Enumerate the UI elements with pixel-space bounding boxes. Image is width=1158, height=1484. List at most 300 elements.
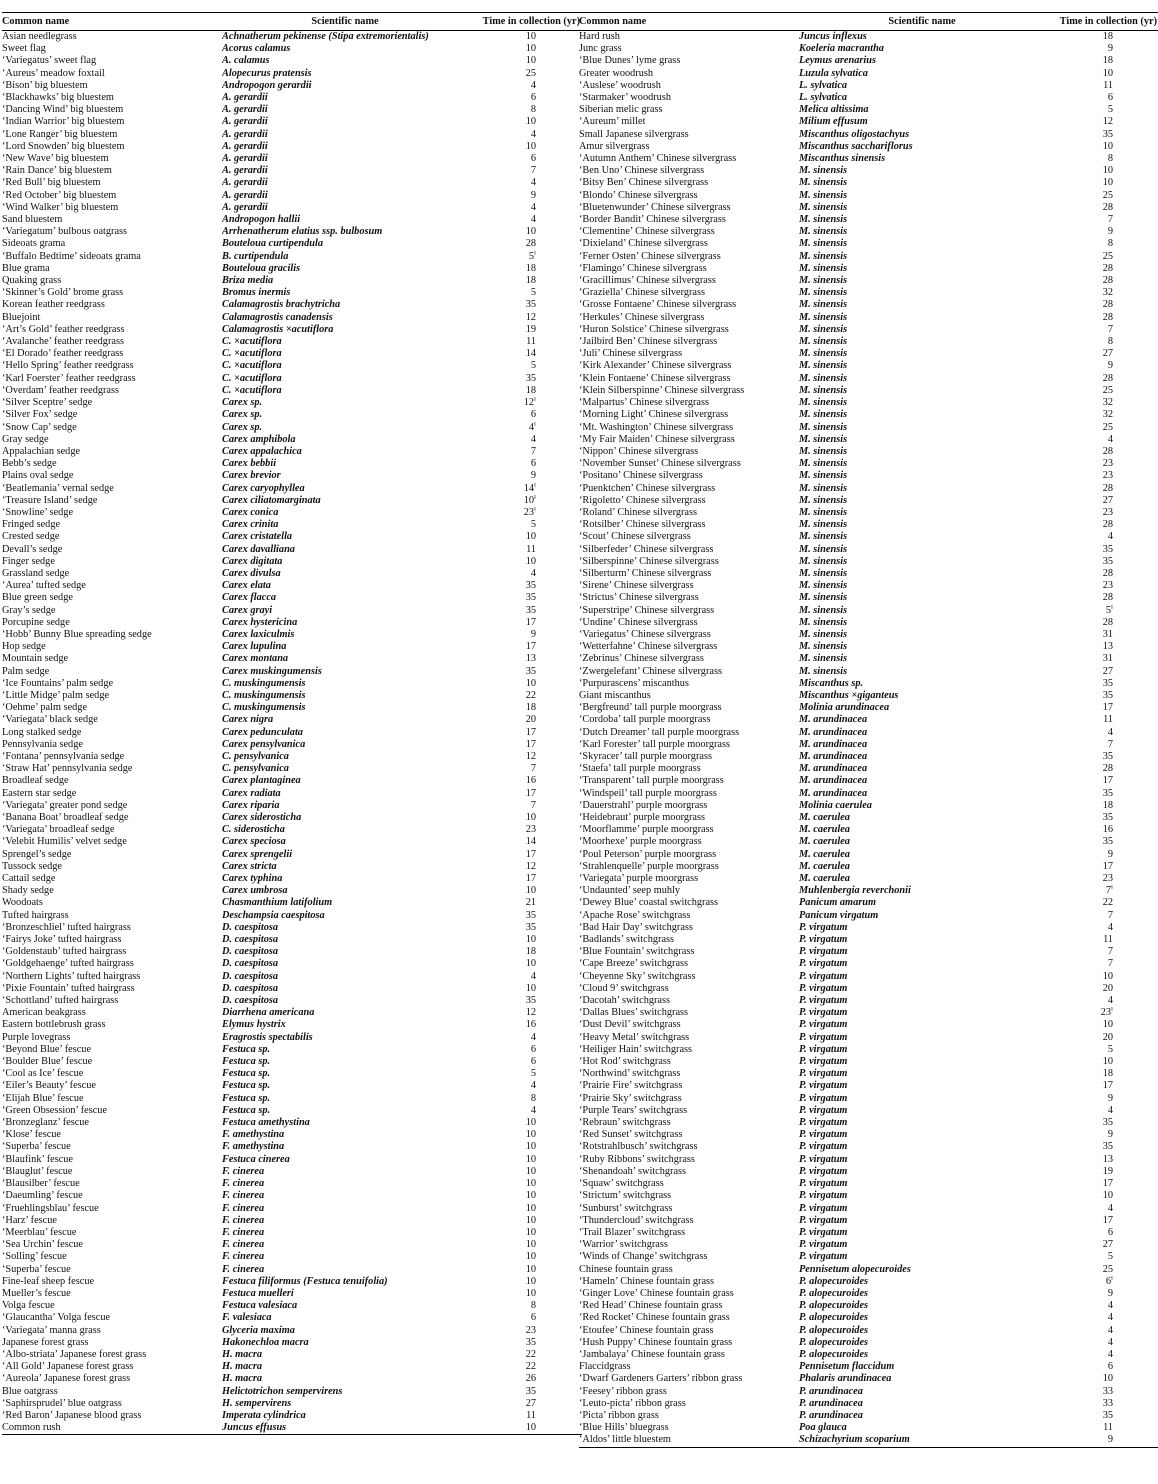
scientific-name-cell: M. arundinacea — [799, 726, 868, 738]
common-name-cell: ‘Red Head’ Chinese fountain grass — [579, 1300, 723, 1312]
time-in-collection-cell — [470, 92, 582, 104]
years-value: 28 — [1102, 445, 1113, 457]
table-row — [579, 251, 1158, 263]
table-row — [2, 873, 582, 885]
table-row — [2, 458, 582, 470]
scientific-name-cell: M. sinensis — [799, 592, 848, 604]
common-name-cell: ‘Bad Hair Day’ switchgrass — [579, 921, 693, 933]
table-row — [579, 263, 1158, 275]
years-value: 11 — [1103, 714, 1113, 726]
years-value: 18 — [525, 946, 536, 958]
years-value: 6 — [530, 458, 536, 470]
years-value: 4 — [1107, 1104, 1113, 1116]
years-value: 4 — [530, 214, 536, 226]
scientific-name-cell: Carex appalachica — [222, 445, 302, 457]
time-in-collection-cell — [470, 592, 582, 604]
table-row — [579, 1264, 1158, 1276]
footnote-marker: i — [534, 250, 536, 257]
years-value: 20 — [525, 714, 536, 726]
years-value: 35 — [1102, 787, 1113, 799]
years-value: 8 — [1107, 238, 1113, 250]
time-in-collection-cell — [1047, 507, 1158, 519]
years-value: 10 — [525, 885, 536, 897]
years-value: 31 — [1102, 653, 1113, 665]
years-value: 28 — [1102, 482, 1113, 494]
time-in-collection-cell — [1047, 1398, 1158, 1410]
years-value: 17 — [1102, 1178, 1113, 1190]
scientific-name-cell: Carex speciosa — [222, 836, 286, 848]
table-row — [579, 910, 1158, 922]
scientific-name-cell: Carex stricta — [222, 860, 277, 872]
common-name-cell: ‘Karl Forester’ tall purple moorgrass — [579, 738, 730, 750]
common-name-cell: ‘Lord Snowden’ big bluestem — [2, 140, 125, 152]
scientific-name-cell: P. arundinacea — [799, 1409, 863, 1421]
time-in-collection-cell — [470, 629, 582, 641]
years-value: 12 — [525, 1007, 536, 1019]
scientific-name-cell: Milium effusum — [799, 116, 868, 128]
common-name-cell: ‘Blauglut’ fescue — [2, 1165, 73, 1177]
table-row — [2, 287, 582, 299]
table-row — [2, 214, 582, 226]
years-value: 32 — [1102, 409, 1113, 421]
years-value: 20 — [1102, 982, 1113, 994]
years-value: 22 — [525, 689, 536, 701]
scientific-name-cell: M. arundinacea — [799, 738, 868, 750]
scientific-name-cell: M. sinensis — [799, 445, 848, 457]
scientific-name-cell: Panicum virgatum — [799, 909, 879, 921]
years-value: 10 — [525, 677, 536, 689]
time-in-collection-cell — [470, 141, 582, 153]
scientific-name-cell: M. sinensis — [799, 311, 848, 323]
table-row — [2, 1068, 582, 1080]
scientific-name-cell: Pennisetum flaccidum — [799, 1361, 895, 1373]
years-value: 7 — [1107, 323, 1113, 335]
common-name-cell: Sand bluestem — [2, 214, 63, 226]
table-row — [579, 580, 1158, 592]
common-name-cell: ‘Blue Fountain’ switchgrass — [579, 946, 695, 958]
common-name-cell: ‘Malpartus’ Chinese silvergrass — [579, 397, 710, 409]
table-row — [2, 1141, 582, 1153]
table-row — [579, 1129, 1158, 1141]
scientific-name-cell: M. sinensis — [799, 641, 848, 653]
years-value: 4 — [1107, 1312, 1113, 1324]
time-in-collection-cell — [470, 641, 582, 653]
scientific-name-cell: F. cinerea — [222, 1239, 265, 1251]
scientific-name-cell: M. arundinacea — [799, 787, 868, 799]
time-in-collection-cell — [470, 1361, 582, 1373]
scientific-name-cell: M. caerulea — [799, 836, 850, 848]
table-row — [2, 775, 582, 787]
years-value: 6 — [1107, 1361, 1113, 1373]
common-name-cell: ‘Zebrinus’ Chinese silvergrass — [579, 653, 704, 665]
scientific-name-cell: M. sinensis — [799, 470, 848, 482]
time-in-collection-cell — [1047, 1166, 1158, 1178]
scientific-name-cell: D. caespitosa — [222, 921, 279, 933]
scientific-name-cell: C. muskingumensis — [222, 702, 306, 714]
scientific-name-cell: L. sylvatica — [799, 79, 848, 91]
scientific-name-cell: M. sinensis — [799, 323, 848, 335]
scientific-name-cell: M. sinensis — [799, 482, 848, 494]
common-name-cell: ‘Silver Fox’ sedge — [2, 409, 78, 421]
scientific-name-cell: M. sinensis — [799, 397, 848, 409]
common-name-cell: ‘Bluetenwunder’ Chinese silvergrass — [579, 201, 731, 213]
scientific-name-cell: F. cinerea — [222, 1202, 265, 1214]
time-in-collection-cell — [1047, 1312, 1158, 1324]
time-in-collection-cell — [470, 653, 582, 665]
scientific-name-cell: Hakonechloa macra — [222, 1336, 309, 1348]
table-row — [579, 1007, 1158, 1019]
table-row — [579, 873, 1158, 885]
table-row — [579, 43, 1158, 55]
years-value: 10 — [1102, 1190, 1113, 1202]
table-row — [579, 1325, 1158, 1337]
scientific-name-cell: Melica altissima — [799, 104, 869, 116]
scientific-name-cell: A. gerardii — [222, 165, 268, 177]
scientific-name-cell: F. cinerea — [222, 1226, 265, 1238]
common-name-cell: ‘Positano’ Chinese silvergrass — [579, 470, 703, 482]
years-value: 23 — [523, 506, 535, 518]
scientific-name-cell: M. sinensis — [799, 372, 848, 384]
scientific-name-cell: P. virgatum — [799, 1165, 848, 1177]
scientific-name-cell: P. virgatum — [799, 970, 848, 982]
common-name-cell: ‘Rebraun’ switchgrass — [579, 1117, 671, 1129]
table-row — [2, 1056, 582, 1068]
years-value: 25 — [1102, 384, 1113, 396]
years-value: 9 — [1107, 360, 1113, 372]
time-in-collection-cell — [470, 116, 582, 128]
table-row — [579, 1410, 1158, 1422]
years-value: 35 — [1102, 836, 1113, 848]
table-row — [579, 897, 1158, 909]
table-row — [579, 812, 1158, 824]
scientific-name-cell: Carex cristatella — [222, 531, 293, 543]
grass-collection-table-left — [2, 12, 582, 1435]
common-name-cell: Chinese fountain grass — [579, 1263, 673, 1275]
scientific-name-cell: M. sinensis — [799, 409, 848, 421]
common-name-cell: ‘Sirene’ Chinese silvergrass — [579, 580, 694, 592]
time-in-collection-cell — [1047, 531, 1158, 543]
table-row — [2, 849, 582, 861]
years-value: 35 — [1102, 1409, 1113, 1421]
scientific-name-cell: M. sinensis — [799, 433, 848, 445]
scientific-name-cell: H. macra — [222, 1348, 263, 1360]
table-row — [2, 1251, 582, 1263]
common-name-cell: Flaccidgrass — [579, 1361, 631, 1373]
time-in-collection-cell — [1047, 409, 1158, 421]
table-row — [579, 458, 1158, 470]
time-in-collection-cell — [470, 1129, 582, 1141]
table-row — [579, 1239, 1158, 1251]
time-in-collection-cell — [1047, 592, 1158, 604]
scientific-name-cell: M. sinensis — [799, 226, 848, 238]
common-name-cell: ‘Variegata’ manna grass — [2, 1324, 101, 1336]
table-row — [579, 983, 1158, 995]
years-value: 7 — [1107, 946, 1113, 958]
time-in-collection-cell — [470, 1373, 582, 1385]
common-name-cell: ‘Goldenstaub’ tufted hairgrass — [2, 946, 127, 958]
table-row — [2, 1312, 582, 1324]
years-value: 27 — [1102, 1239, 1113, 1251]
time-in-collection-cell — [470, 1422, 582, 1435]
scientific-name-cell: Festuca muelleri — [222, 1287, 294, 1299]
table-row — [2, 31, 582, 44]
scientific-name-cell: M. sinensis — [799, 421, 848, 433]
scientific-name-cell: C. ×acutiflora — [222, 372, 282, 384]
time-in-collection-cell — [1047, 702, 1158, 714]
scientific-name-cell: Carex umbrosa — [222, 885, 288, 897]
years-value: 10 — [525, 555, 536, 567]
scientific-name-cell: A. gerardii — [222, 189, 268, 201]
time-in-collection-cell — [1047, 653, 1158, 665]
table-row — [2, 55, 582, 67]
table-row — [579, 360, 1158, 372]
scientific-name-cell: Bromus inermis — [222, 287, 291, 299]
time-in-collection-cell — [1047, 263, 1158, 275]
years-value: 4 — [1107, 995, 1113, 1007]
scientific-name-cell: P. virgatum — [799, 1056, 848, 1068]
table-row — [579, 1386, 1158, 1398]
years-value: 9 — [530, 628, 536, 640]
table-row — [2, 983, 582, 995]
time-in-collection-cell — [1047, 129, 1158, 141]
scientific-name-cell: Deschampsia caespitosa — [222, 909, 325, 921]
scientific-name-cell: M. sinensis — [799, 567, 848, 579]
time-in-collection-cell — [470, 1227, 582, 1239]
common-name-cell: ‘Oehme’ palm sedge — [2, 702, 88, 714]
table-row — [2, 629, 582, 641]
time-in-collection-cell — [470, 812, 582, 824]
years-value: 6 — [530, 409, 536, 421]
years-value: 4 — [1107, 726, 1113, 738]
table-row — [2, 1410, 582, 1422]
common-name-cell: Amur silvergrass — [579, 140, 650, 152]
table-row — [2, 727, 582, 739]
years-value: 18 — [1102, 1068, 1113, 1080]
table-row — [579, 483, 1158, 495]
table-row — [2, 1154, 582, 1166]
table-row — [2, 605, 582, 617]
years-value: 10 — [525, 1117, 536, 1129]
common-name-cell: ‘Red Rocket’ Chinese fountain grass — [579, 1312, 730, 1324]
years-value: 32 — [1102, 287, 1113, 299]
common-name-cell: ‘Wind Walker’ big bluestem — [2, 201, 119, 213]
time-in-collection-cell — [1047, 141, 1158, 153]
scientific-name-cell: Achnatherum pekinense (Stipa extremorientalis) — [222, 31, 429, 42]
footnote-marker: i — [534, 506, 536, 513]
time-in-collection-cell — [470, 275, 582, 287]
scientific-name-cell: F. cinerea — [222, 1251, 265, 1263]
table-row — [2, 824, 582, 836]
common-name-cell: ‘Elijah Blue’ fescue — [2, 1092, 84, 1104]
years-value: 22 — [525, 1348, 536, 1360]
time-in-collection-cell — [1047, 605, 1158, 617]
common-name-cell: ‘Dwarf Gardeners Garters’ ribbon grass — [579, 1373, 743, 1385]
time-in-collection-cell — [470, 31, 582, 44]
time-in-collection-cell — [470, 1264, 582, 1276]
common-name-cell: Tufted hairgrass — [2, 909, 69, 921]
table-row — [2, 544, 582, 556]
common-name-cell: ‘Poul Peterson’ purple moorgrass — [579, 848, 717, 860]
scientific-name-cell: Arrhenatherum elatius ssp. bulbosum — [222, 226, 383, 238]
common-name-cell: Quaking grass — [2, 275, 62, 287]
years-value: 5 — [530, 360, 536, 372]
years-value: 16 — [525, 1019, 536, 1031]
common-name-cell: Hop sedge — [2, 641, 46, 653]
time-in-collection-cell — [470, 995, 582, 1007]
years-value: 10 — [525, 1251, 536, 1263]
time-in-collection-cell — [470, 373, 582, 385]
years-value: 4 — [530, 567, 536, 579]
table-row — [2, 1288, 582, 1300]
years-value: 10 — [525, 1287, 536, 1299]
years-value: 17 — [525, 616, 536, 628]
years-value: 9 — [1107, 1287, 1113, 1299]
years-value: 35 — [525, 604, 536, 616]
time-in-collection-cell — [470, 544, 582, 556]
common-name-cell: ‘Bronzeglanz’ fescue — [2, 1117, 89, 1129]
years-value: 35 — [525, 909, 536, 921]
table-row — [579, 1080, 1158, 1092]
years-value: 5 — [1107, 104, 1113, 116]
time-in-collection-cell — [470, 1276, 582, 1288]
table-row — [579, 1190, 1158, 1202]
common-name-cell: ‘Karl Foerster’ feather reedgrass — [2, 372, 136, 384]
years-value: 18 — [1102, 31, 1113, 42]
common-name-cell: ‘Hobb’ Bunny Blue spreading sedge — [2, 628, 152, 640]
years-value: 9 — [1107, 1092, 1113, 1104]
common-name-cell: ‘Apache Rose’ switchgrass — [579, 909, 691, 921]
common-name-cell: American beakgrass — [2, 1007, 86, 1019]
time-in-collection-cell — [1047, 1410, 1158, 1422]
years-value: 4 — [1107, 433, 1113, 445]
common-name-cell: ‘Straw Hat’ pennsylvania sedge — [2, 763, 133, 775]
time-in-collection-cell — [1047, 470, 1158, 482]
table-row — [2, 129, 582, 141]
table-row — [579, 1251, 1158, 1263]
years-value: 35 — [525, 592, 536, 604]
common-name-cell: ‘Heavy Metal’ switchgrass — [579, 1031, 690, 1043]
header-common-name: Common name — [579, 13, 799, 31]
common-name-cell: ‘Red Bull’ big bluestem — [2, 177, 101, 189]
years-value: 26 — [525, 1373, 536, 1385]
common-name-cell: ‘Rotstrahlbusch’ switchgrass — [579, 1141, 698, 1153]
table-row — [579, 80, 1158, 92]
years-value: 11 — [526, 543, 536, 555]
time-in-collection-cell — [470, 1312, 582, 1324]
time-in-collection-cell — [470, 1337, 582, 1349]
table-row — [2, 1398, 582, 1410]
scientific-name-cell: F. cinerea — [222, 1263, 265, 1275]
table-row — [2, 263, 582, 275]
time-in-collection-cell — [1047, 104, 1158, 116]
table-row — [579, 373, 1158, 385]
common-name-cell: ‘Mt. Washington’ Chinese silvergrass — [579, 421, 734, 433]
scientific-name-cell: F. amethystina — [222, 1141, 285, 1153]
time-in-collection-cell — [1047, 1386, 1158, 1398]
time-in-collection-cell — [470, 568, 582, 580]
time-in-collection-cell — [470, 165, 582, 177]
common-name-cell: ‘Velebit Humilis’ velvet sedge — [2, 836, 127, 848]
years-value: 10 — [525, 1141, 536, 1153]
common-name-cell: ‘Banana Boat’ broadleaf sedge — [2, 812, 129, 823]
common-name-cell: ‘Saphirsprudel’ blue oatgrass — [2, 1397, 122, 1409]
time-in-collection-cell — [1047, 190, 1158, 202]
common-name-cell: ‘Aurea’ tufted sedge — [2, 580, 86, 592]
common-name-cell: ‘Trail Blazer’ switchgrass — [579, 1226, 686, 1238]
common-name-cell: ‘Aureum’ millet — [579, 116, 646, 128]
years-value: 7 — [1107, 214, 1113, 226]
table-row — [579, 1337, 1158, 1349]
common-name-cell: ‘Prairie Fire’ switchgrass — [579, 1080, 683, 1092]
scientific-name-cell: Miscanthus ×giganteus — [799, 689, 899, 701]
scientific-name-cell: Carex lupulina — [222, 641, 287, 653]
years-value: 35 — [525, 995, 536, 1007]
years-value: 33 — [1102, 1397, 1113, 1409]
years-value: 25 — [1102, 1263, 1113, 1275]
table-row — [2, 714, 582, 726]
table-row — [579, 1215, 1158, 1227]
common-name-cell: ‘Kirk Alexander’ Chinese silvergrass — [579, 360, 732, 372]
scientific-name-cell: F. cinerea — [222, 1214, 265, 1226]
table-row — [2, 897, 582, 909]
time-in-collection-cell — [470, 287, 582, 299]
common-name-cell: ‘Sunburst’ switchgrass — [579, 1202, 673, 1214]
years-value: 25 — [1102, 421, 1113, 433]
time-in-collection-cell — [1047, 910, 1158, 922]
common-name-cell: Sweet flag — [2, 43, 46, 55]
common-name-cell: ‘Variegatus’ sweet flag — [2, 55, 97, 67]
scientific-name-cell: M. sinensis — [799, 214, 848, 226]
years-value: 35 — [1102, 1141, 1113, 1153]
time-in-collection-cell — [470, 580, 582, 592]
scientific-name-cell: D. caespitosa — [222, 946, 279, 958]
table-body-left — [2, 31, 582, 1435]
time-in-collection-cell — [1047, 714, 1158, 726]
table-row — [579, 1178, 1158, 1190]
common-name-cell: ‘Bison’ big bluestem — [2, 79, 88, 91]
time-in-collection-cell — [470, 605, 582, 617]
table-row — [2, 1215, 582, 1227]
years-value: 6 — [530, 153, 536, 165]
years-value: 4 — [1107, 1300, 1113, 1312]
time-in-collection-cell — [1047, 68, 1158, 80]
years-value: 10 — [525, 1226, 536, 1238]
common-name-cell: ‘Northwind’ switchgrass — [579, 1068, 681, 1080]
scientific-name-cell: M. sinensis — [799, 384, 848, 396]
common-name-cell: Mountain sedge — [2, 653, 69, 665]
common-name-cell: Tussock sedge — [2, 860, 62, 872]
time-in-collection-cell — [1047, 385, 1158, 397]
scientific-name-cell: P. virgatum — [799, 1043, 848, 1055]
table-row — [2, 373, 582, 385]
scientific-name-cell: Carex typhina — [222, 873, 283, 885]
common-name-cell: ‘Bitsy Ben’ Chinese silvergrass — [579, 177, 709, 189]
table-row — [2, 226, 582, 238]
years-value: 10 — [525, 55, 536, 67]
common-name-cell: ‘Dauerstrahl’ purple moorgrass — [579, 799, 708, 811]
years-value: 27 — [1102, 665, 1113, 677]
years-value: 9 — [1107, 1434, 1113, 1446]
years-value: 10 — [525, 934, 536, 946]
common-name-cell: ‘Snowline’ sedge — [2, 506, 74, 518]
common-name-cell: ‘Aureola’ Japanese forest grass — [2, 1373, 131, 1385]
table-row — [2, 238, 582, 250]
scientific-name-cell: M. sinensis — [799, 336, 848, 348]
common-name-cell: ‘Huron Solstice’ Chinese silvergrass — [579, 323, 729, 335]
table-row — [579, 544, 1158, 556]
common-name-cell: Broadleaf sedge — [2, 775, 69, 787]
table-row — [2, 324, 582, 336]
